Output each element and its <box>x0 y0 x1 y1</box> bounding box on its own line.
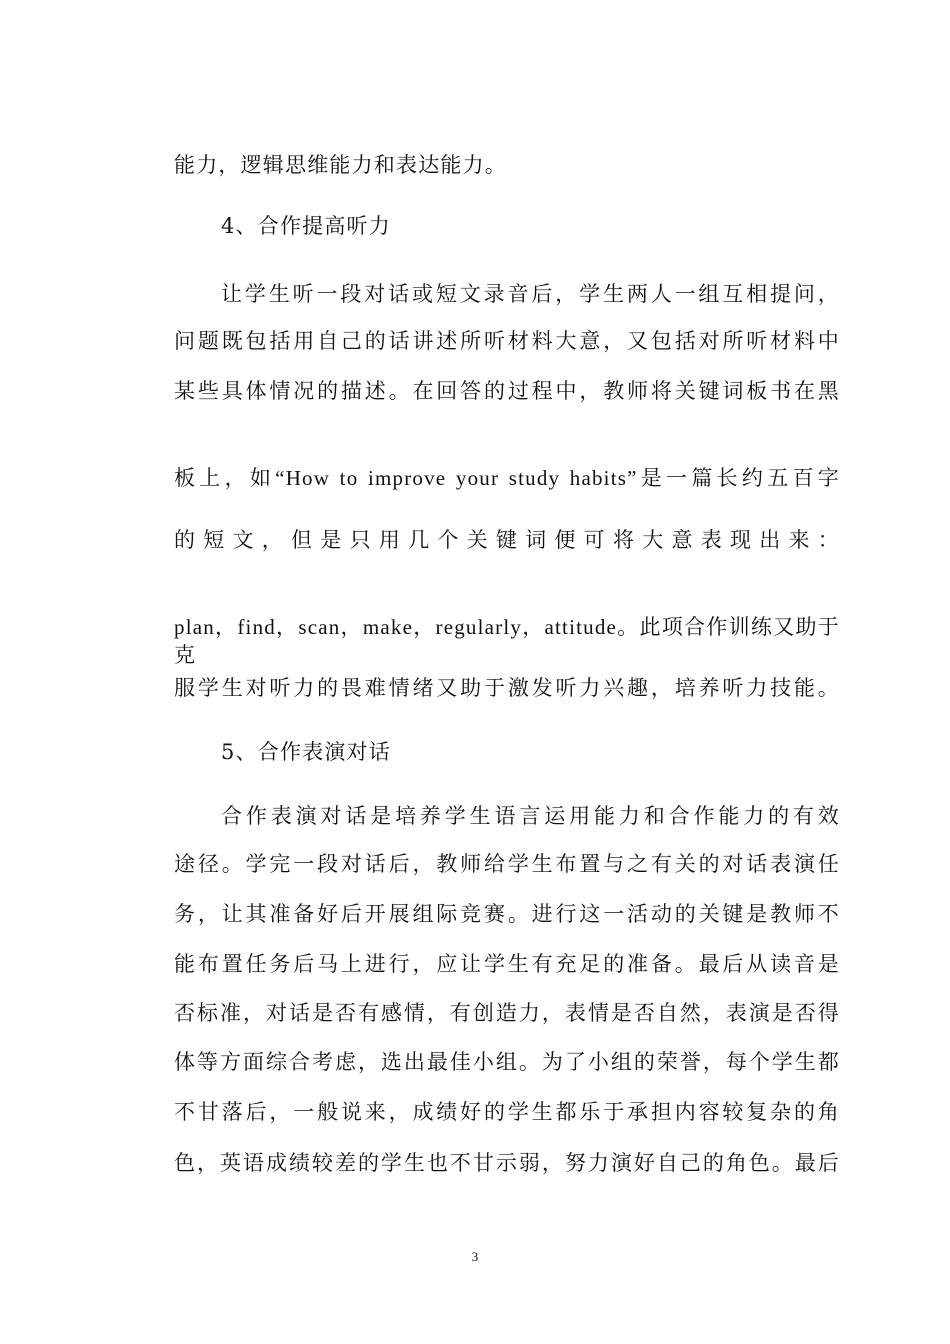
text-line: 途径。学完一段对话后，教师给学生布置与之有关的对话表演任 <box>174 852 840 876</box>
text-line: 板上，如“How to improve your study habits”是一篇长约五百字 <box>174 466 840 490</box>
text-line: plan，find，scan，make，regularly，attitude。此项合作训练又助于克 <box>174 615 840 667</box>
text-line: 的短文，但是只用几个关键词便可将大意表现出来： <box>174 528 840 552</box>
text-line: 体等方面综合考虑，选出最佳小组。为了小组的荣誉，每个学生都 <box>174 1050 840 1074</box>
section-heading-4: 4、合作提高听力 <box>221 214 391 238</box>
text-line: 服学生对听力的畏难情绪又助于激发听力兴趣，培养听力技能。 <box>174 676 840 700</box>
text-line: 某些具体情况的描述。在回答的过程中，教师将关键词板书在黑 <box>174 379 840 403</box>
text-line: 让学生听一段对话或短文录音后，学生两人一组互相提问， <box>221 282 840 306</box>
section-heading-5: 5、合作表演对话 <box>221 740 391 764</box>
text-line: 务，让其准备好后开展组际竞赛。进行这一活动的关键是教师不 <box>174 902 840 926</box>
text-line: 否标准，对话是否有感情，有创造力，表情是否自然，表演是否得 <box>174 1001 840 1025</box>
text-line: 不甘落后，一般说来，成绩好的学生都乐于承担内容较复杂的角 <box>174 1100 840 1124</box>
text-line: 问题既包括用自己的话讲述所听材料大意，又包括对所听材料中 <box>174 329 840 353</box>
text-line: 色，英语成绩较差的学生也不甘示弱，努力演好自己的角色。最后 <box>174 1151 840 1175</box>
text-line: 合作表演对话是培养学生语言运用能力和合作能力的有效 <box>221 804 840 828</box>
text-line: 能力，逻辑思维能力和表达能力。 <box>174 153 507 177</box>
page-number: 3 <box>471 1249 479 1264</box>
text-line: 能布置任务后马上进行，应让学生有充足的准备。最后从读音是 <box>174 952 840 976</box>
